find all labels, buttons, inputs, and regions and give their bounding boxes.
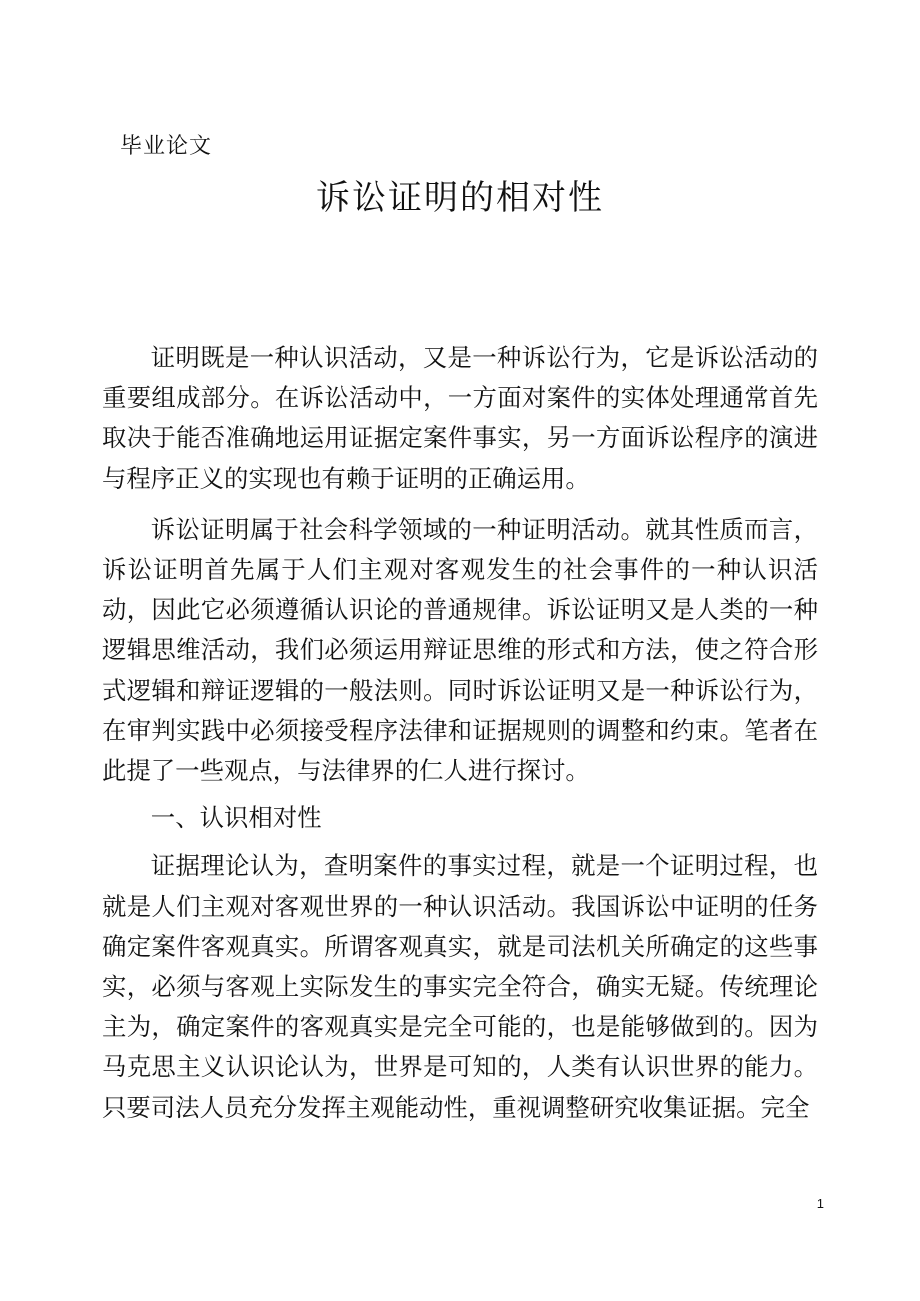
paragraph-nature: 诉讼证明属于社会科学领域的一种证明活动。就其性质而言，诉讼证明首先属于人们主观对客观发生的社会事件的一种认识活动，因此它必须遵循认识论的普通规律。诉讼证明又是人类的一种逻辑思维活动，我们必须运用辩证思维的形式和方法，使之符合形式逻辑和辩证逻辑的一般法则。同时诉讼证明又是一种诉讼行为，在审判实践中必须接受程序法律和证据规则的调整和约束。笔者在此提了一些观点，与法律界的仁人进行探讨。 bbox=[102, 514, 818, 786]
paragraph-intro: 证明既是一种认识活动，又是一种诉讼行为，它是诉讼活动的重要组成部分。在诉讼活动中，一方面对案件的实体处理通常首先取决于能否准确地运用证据定案件事实，另一方面诉讼程序的演进与程序正义的实现也有赖于证明的正确运用。 bbox=[102, 343, 818, 493]
section-heading: 一、认识相对性 bbox=[150, 803, 322, 833]
page-number: 1 bbox=[816, 1196, 824, 1211]
paragraph-section-one: 证据理论认为，查明案件的事实过程，就是一个证明过程，也就是人们主观对客观世界的一种认识活动。我国诉讼中证明的任务确定案件客观真实。所谓客观真实，就是司法机关所确定的这些事实，必须与客观上实际发生的事实完全符合，确实无疑。传统理论主为，确定案件的客观真实是完全可能的，也是能够做到的。因为马克思主义认识论认为，世界是可知的，人类有认识世界的能力。只要司法人员充分发挥主观能动性，重视调整研究收集证据。完全 bbox=[102, 851, 818, 1122]
body-text bbox=[102, 338, 818, 1128]
document-title: 诉讼证明的相对性 bbox=[316, 178, 604, 218]
header-label: 毕业论文 bbox=[120, 134, 213, 159]
